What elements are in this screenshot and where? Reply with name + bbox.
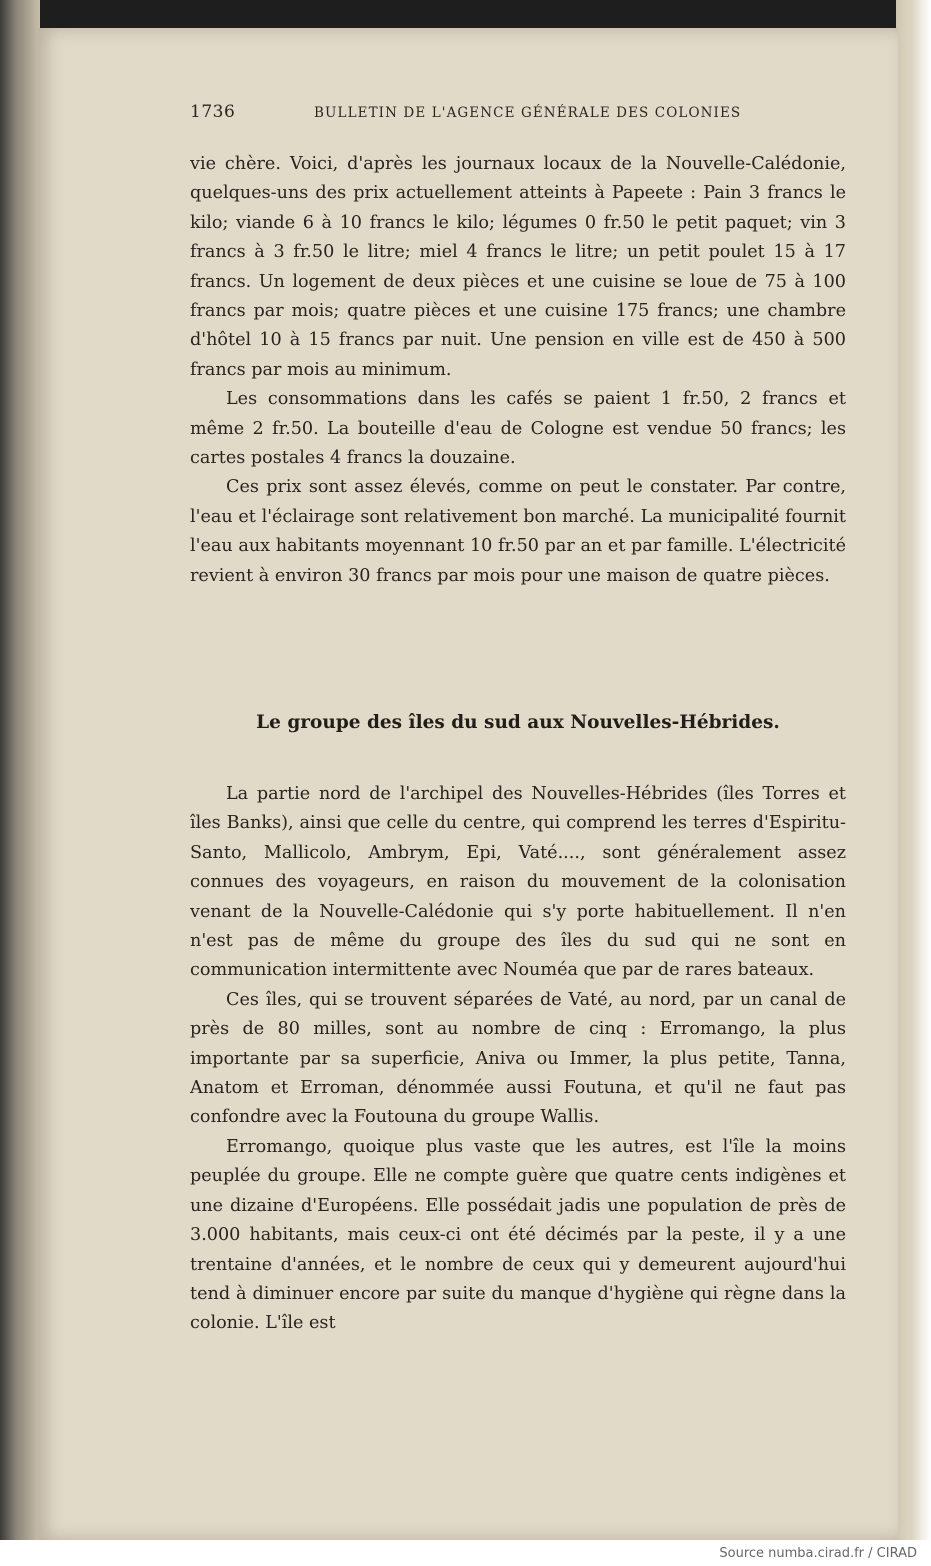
paragraph: Erromango, quoique plus vaste que les autres, est l'île la moins peuplée du groupe. Elle ne compte guère que quatre cents indigènes et une dizaine d'Européens. Elle possédait jadis une population de près de 3.000 habitants, mais ceux-ci ont été décimés par la peste, il y a une trentaine d'années, et le nombre de ceux qui y demeurent aujourd'hui tend à diminuer encore par suite du manque d'hygiène qui règne dans la colonie. L'île est: [190, 1136, 846, 1334]
paragraph: Ces prix sont assez élevés, comme on peut le constater. Par contre, l'eau et l'éclairage sont relativement bon marché. La municipalité fournit l'eau aux habitants moyennant 10 fr.50 par an et par famille. L'électricité revient à environ 30 francs par mois pour une maison de quatre pièces.: [190, 477, 846, 586]
running-title: BULLETIN DE L'AGENCE GÉNÉRALE DES COLONIES: [314, 105, 742, 121]
paragraph: La partie nord de l'archipel des Nouvelles-Hébrides (îles Torres et îles Banks), ainsi que celle du centre, qui comprend les terres d'Espiritu-Santo, Mallicolo, Ambrym, Epi, Vaté...., sont généralement assez connues des voyageurs, en raison du mouvement de la colonisation venant de la Nouvelle-Calédonie qui s'y porte habituellement. Il n'en n'est pas de même du groupe des îles du sud qui ne sont en communication intermittente avec Nouméa que par de rares bateaux.: [190, 784, 846, 981]
scan-top-band: [38, 0, 910, 30]
section-1-body: [190, 150, 846, 591]
paragraph: Ces îles, qui se trouvent séparées de Vaté, au nord, par un canal de près de 80 milles, sont au nombre de cinq : Erromango, la plus importante par sa superficie, Aniva ou Immer, la plus petite, Tanna, Anatom et Erroman, dénommée aussi Foutuna, et qu'il ne faut pas confondre avec la Foutouna du groupe Wallis.: [190, 989, 846, 1128]
section-2-body: [190, 780, 846, 1339]
book-spine-edge: [0, 0, 40, 1540]
source-credit: Source numba.cirad.fr / CIRAD: [719, 1546, 917, 1561]
section-heading: Le groupe des îles du sud aux Nouvelles-Hébrides.: [256, 712, 780, 733]
page-fore-edge: [896, 0, 910, 1540]
paragraph: vie chère. Voici, d'après les journaux locaux de la Nouvelle-Calédonie, quelques-uns des prix actuellement atteints à Papeete : Pain 3 francs le kilo; viande 6 à 10 francs le kilo; légumes 0 fr.50 le petit paquet; vin 3 francs à 3 fr.50 le litre; miel 4 francs le litre; un petit poulet 15 à 17 francs. Un logement de deux pièces et une cuisine se loue de 75 à 100 francs par mois; quatre pièces et une cuisine 175 francs; une chambre d'hôtel 10 à 15 francs par nuit. Une pension en ville est de 450 à 500 francs par mois au minimum.: [190, 154, 846, 380]
viewer-footer: [0, 1540, 931, 1566]
page-number: 1736: [190, 102, 236, 122]
next-page-edge: [910, 0, 931, 1540]
paragraph: Les consommations dans les cafés se paient 1 fr.50, 2 francs et même 2 fr.50. La bouteille d'eau de Cologne est vendue 50 francs; les cartes postales 4 francs la douzaine.: [190, 389, 846, 469]
page-header: [190, 102, 850, 132]
